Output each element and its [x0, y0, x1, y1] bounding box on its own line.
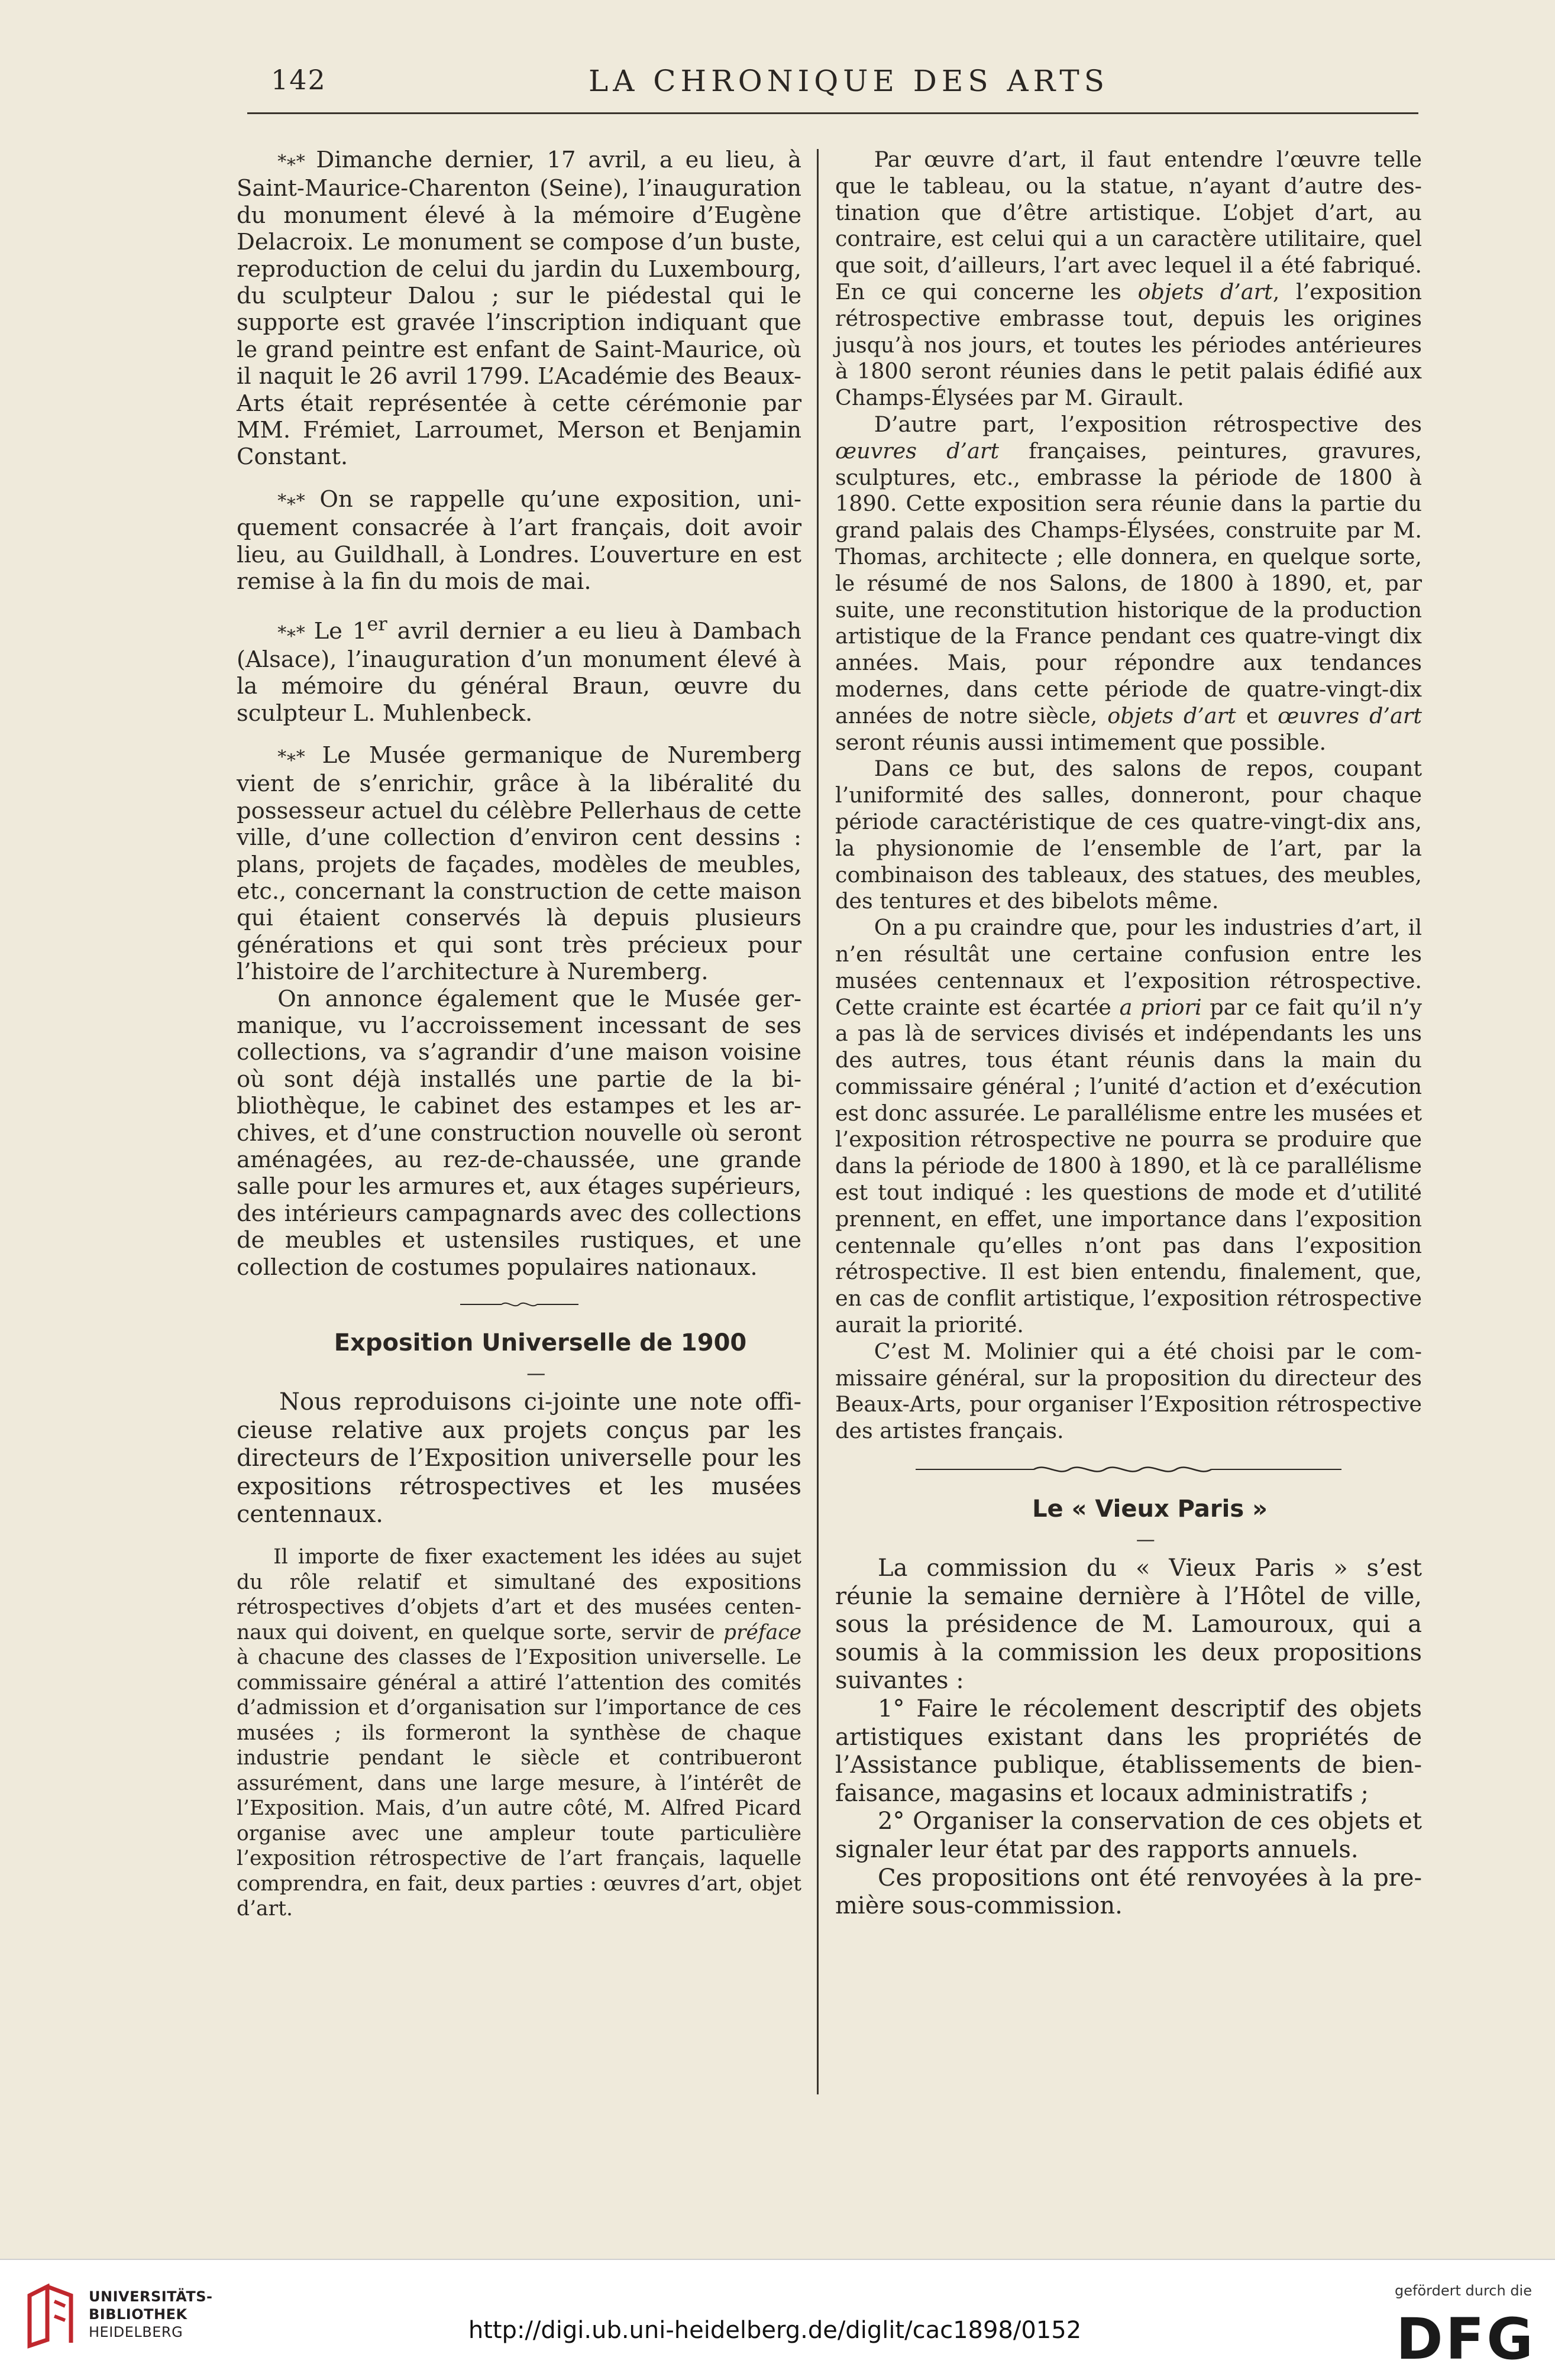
column-separator [817, 149, 819, 2094]
vieux-paris-conclusion: Ces propositions ont été renvoyées à la première sous-commission. [835, 1864, 1422, 1920]
section-dash: — [526, 1362, 546, 1385]
paragraph-oeuvre-art: Par œuvre d’art, il faut entendre l’œuvre telle que le tableau, ou la statue, n’ayant d’autre destination que d’être artistique. L’objet d’art, au contraire, est celui qui a un caractère utilitaire, quel que soit, d’ailleurs, l’art avec lequel il a été fabriqué. En ce qui concerne les objets d’art, l’exposition rétrospective embrasse tout, depuis les origines jusqu’à nos jours, et toutes les périodes antérieures à 1800 seront réunies dans le petit palais édifié aux Champs-Élysées par M. Girault. [835, 147, 1423, 411]
page-number: 142 [271, 64, 326, 96]
dfg-logo: DFG [1396, 2306, 1536, 2372]
vieux-paris-intro: La commission du « Vieux Paris » s’est réunie la semaine dernière à l’Hôtel de ville, sous la présidence de M. Lamouroux, qui a soumis à la commission les deux propositions suivantes : [835, 1555, 1422, 1695]
section-title-exposition: Exposition Universelle de 1900 [334, 1329, 747, 1357]
section-dash: — [1136, 1528, 1155, 1551]
library-name-line-2: BIBLIOTHEK [89, 2306, 187, 2323]
asterism-icon: *∗* [277, 490, 304, 511]
news-item-guildhall: *∗* On se rappelle qu’une exposition, uniquement consacrée à l’art français, doit avoir lieu, au Guildhall, à Londres. L’ouverture en est remise à la fin du mois de mai. [237, 485, 801, 595]
permalink-url[interactable]: http://digi.ub.uni-heidelberg.de/diglit/cac1898/0152 [468, 2317, 1082, 2344]
heidelberg-library-logo-icon [24, 2284, 80, 2349]
paragraph-salons: Dans ce but, des salons de repos, coupant l’uniformité des salles, donneront, pour chaque période caractéristique de ces quatre-vingt-dix ans, la physionomie de l’ensemble de l’art, par la combinaison des tableaux, des statues, des meubles, des tentures et des bibelots même. [835, 756, 1422, 914]
asterism-icon: *∗* [277, 746, 304, 768]
vieux-paris-item-1: 1° Faire le récolement descriptif des objets artistiques existant dans les propriétés de l’Assistance publique, établissements de bienfaisance, magasins et locaux administratifs ; [835, 1695, 1422, 1807]
exposition-paragraph: Il importe de fixer exactement les idées au sujet du rôle relatif et simultané des expositions rétrospectives d’objets d’art et des musées centennaux qui doivent, en quelque sorte, servir de préface à chacune des classes de l’Exposition universelle. Le commissaire général a attiré l’attention des comités d’admission et d’organisation sur l’importance de ces musées ; ils formeront la synthèse de chaque industrie pendant le siècle et contribueront assurément, dans une large mesure, à l’intérêt de l’Exposition. Mais, d’un autre côté, M. Alfred Picard organise avec une ampleur toute particulière l’exposition rétrospective de l’art français, laquelle comprendra, en fait, deux parties : œuvres d’art, objet d’art. [237, 1545, 801, 1921]
right-column [835, 147, 1422, 1921]
decorative-rule-ornament-icon [916, 1462, 1341, 1476]
vieux-paris-item-2: 2° Organiser la conservation de ces objets et signaler leur état par des rapports annuels. [835, 1808, 1422, 1863]
decorative-rule-ornament-icon [460, 1299, 578, 1310]
paragraph-retrospective: D’autre part, l’exposition rétrospective des œuvres d’art françaises, peintures, gravures, sculptures, etc., embrasse la période de 1800 à 1890. Cette exposition sera réunie dans la partie du grand palais des Champs-Élysées, construite par M. Thomas, architecte ; elle donnera, en quelque sorte, le résumé de nos Salons, de 1800 à 1890, et, par suite, une reconstitution historique de la production artistique de la France pendant ces quatre-vingt dix années. Mais, pour répondre aux tendances modernes, dans cette période de quatre-vingt-dix années de notre siècle, objets d’art et œuvres d’art seront réunis aussi intimement que possible. [835, 411, 1422, 755]
left-column [237, 147, 801, 1922]
paragraph-molinier: C’est M. Molinier qui a été choisi par le commissaire général, sur la proposition du directeur des Beaux-Arts, pour organiser l’Exposition rétrospective des artistes français. [835, 1338, 1422, 1444]
news-item-nuremberg: *∗* Le Musée germanique de Nuremberg vient de s’enrichir, grâce à la libéralité du possesseur actuel du célèbre Pellerhaus de cette ville, d’une collection d’environ cent dessins : plans, projets de façades, modèles de meubles, etc., concernant la construction de cette maison qui étaient conservés là depuis plusieurs générations et qui sont très précieux pour l’histoire de l’architecture à Nuremberg. [237, 741, 801, 986]
section-title-vieux-paris: Le « Vieux Paris » [1032, 1495, 1268, 1523]
asterism-icon: *∗* [277, 151, 304, 172]
news-item-nuremberg-cont: On annonce également que le Musée germanique, vu l’accroissement incessant de ses collections, va s’agrandir d’une maison voisine où sont déjà installés une partie de la bibliothèque, le cabinet des estampes et les archives, et d’une construction nouvelle où seront aménagées, au rez-de-chaussée, une grande salle pour les armures et, aux étages supérieurs, des intérieurs campagnards avec des collections de meubles et ustensiles rustiques, et une collection de costumes populaires nationaux. [237, 985, 801, 1281]
asterism-icon: *∗* [277, 622, 304, 643]
library-name-line-3: HEIDELBERG [89, 2324, 183, 2340]
news-item-dambach: *∗* Le 1er avril dernier a eu lieu à Dambach (Alsace), l’inauguration d’un monument élevé à la mémoire du général Braun, œuvre du sculpteur L. Muhlenbeck. [237, 612, 801, 727]
funder-caption: gefördert durch die [1395, 2282, 1532, 2299]
header-rule [247, 112, 1418, 114]
library-name-line-1: UNIVERSITÄTS- [89, 2288, 213, 2305]
paragraph-industries: On a pu craindre que, pour les industries d’art, il n’en résultât une certaine confusion entre les musées centennaux et l’exposition rétrospective. Cette crainte est écartée a priori par ce fait qu’il n’y a pas là de services divisés et indépendants les uns des autres, tous étant réunis dans la main du commissaire général ; l’unité d’action et d’exécution est donc assurée. Le parallélisme entre les musées et l’exposition rétrospective ne pourra se produire que dans la période de 1800 à 1890, et là ce parallélisme est tout indiqué : les questions de mode et d’utilité prennent, en effet, une importance dans l’exposition centennale qu’elles n’ont pas dans l’exposition rétrospective. Il est bien entendu, finalement, que, en cas de conflit artistique, l’exposition rétrospective aurait la priorité. [835, 915, 1422, 1338]
digitization-footer [0, 2259, 1555, 2380]
intro-paragraph: Nous reproduisons ci-jointe une note officieuse relative aux projets conçus par les directeurs de l’Exposition universelle pour les expositions rétrospectives et les musées centennaux. [237, 1388, 801, 1529]
news-item-delacroix: *∗* Dimanche dernier, 17 avril, a eu lieu, à Saint-Maurice-Charenton (Seine), l’inauguration du monument élevé à la mémoire d’Eugène Delacroix. Le monument se compose d’un buste, reproduction de celui du jardin du Luxembourg, du sculpteur Dalou ; sur le piédestal qui le supporte est gravée l’inscription indiquant que le grand peintre est enfant de Saint-Maurice, où il naquit le 26 avril 1799. L’Académie des Beaux-Arts était représentée à cette cérémonie par MM. Frémiet, Larroumet, Merson et Benjamin Constant. [237, 147, 801, 471]
journal-title: LA CHRONIQUE DES ARTS [589, 64, 1109, 98]
